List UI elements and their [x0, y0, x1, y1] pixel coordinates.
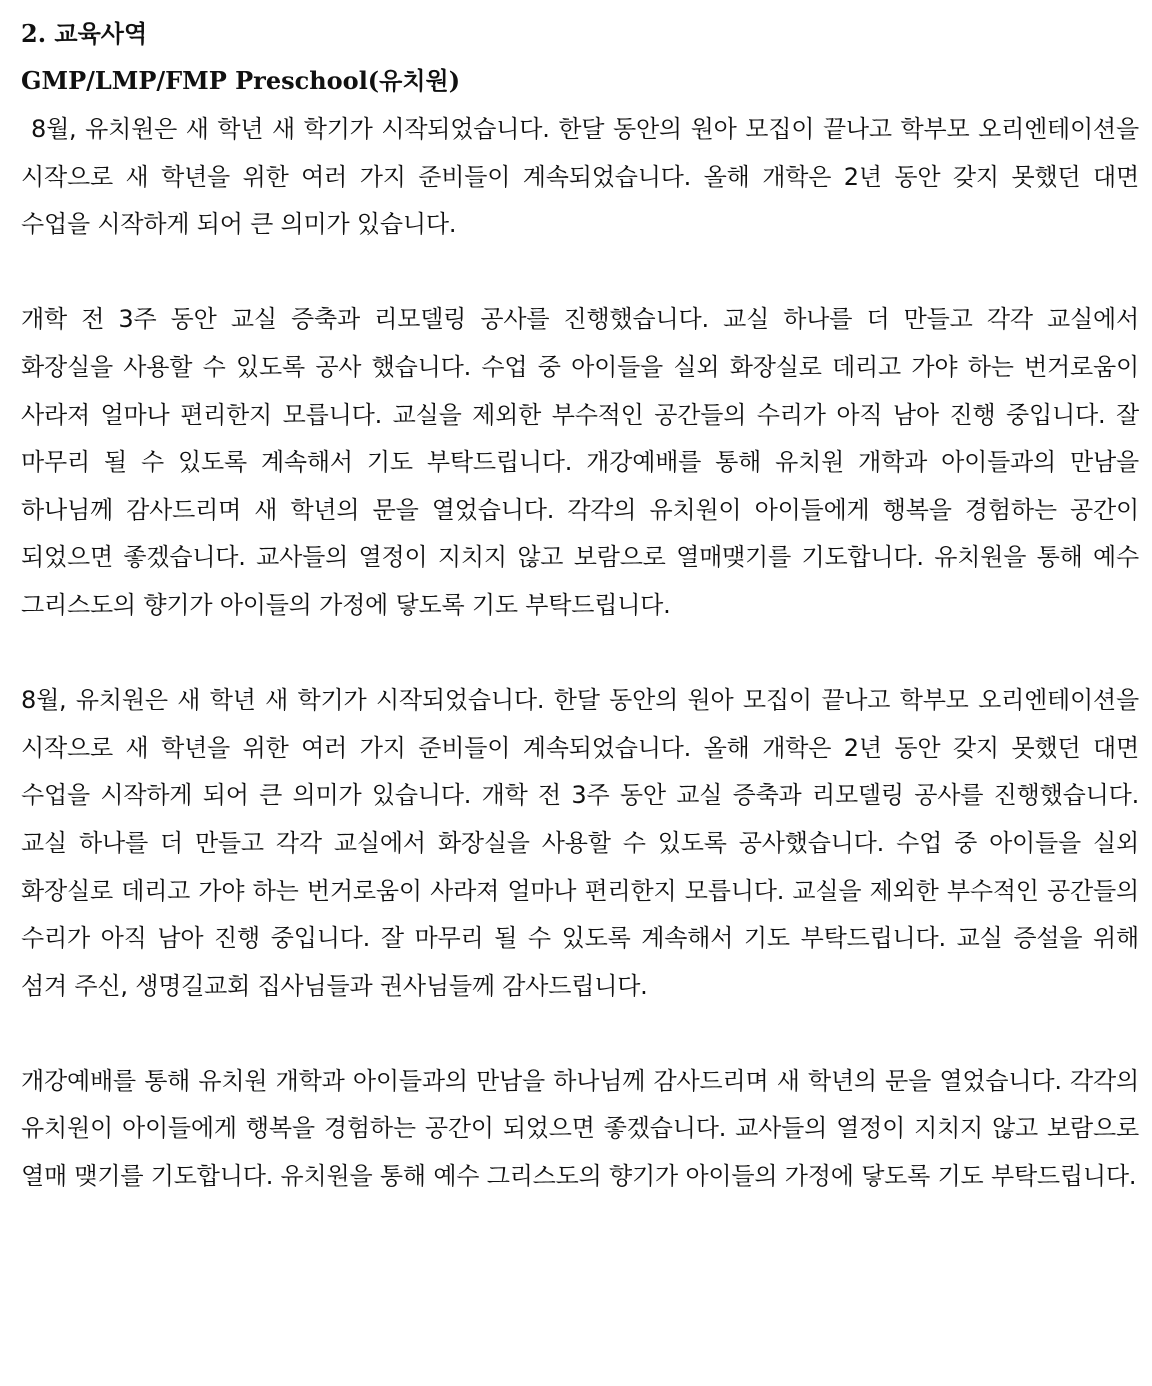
paragraph-summary: 8월, 유치원은 새 학년 새 학기가 시작되었습니다. 한달 동안의 원아 모집이 끝나고 학부모 오리엔테이션을 시작으로 새 학년을 위한 여러 가지 준비들이 계속되었습니다. 올해 개학은 2년 동안 갖지 못했던 대면 수업을 시작하게 되어 큰 의미가 있습니다. 개학 전 3주 동안 교실 증축과 리모델링 공사를 진행했습니다. 교실 하나를 더 만들고 각각 교실에서 화장실을 사용할 수 있도록 공사했습니다. 수업 중 아이들을 실외 화장실로 데리고 가야 하는 번거로움이 사라져 얼마나 편리한지 모릅니다. 교실을 제외한 부수적인 공간들의 수리가 아직 남아 진행 중입니다. 잘 마무리 될 수 있도록 계속해서 기도 부탁드립니다. 교실 증설을 위해 섬겨 주신, 생명길교회 집사님들과 권사님들께 감사드립니다.: [21, 686, 1139, 1000]
document-page: [21, 12, 1139, 1201]
section-subheading: GMP/LMP/FMP Preschool(유치원): [21, 66, 461, 95]
section-heading: 2. 교육사역: [21, 19, 148, 48]
paragraph-prayer: 개강예배를 통해 유치원 개학과 아이들과의 만남을 하나님께 감사드리며 새 학년의 문을 열었습니다. 각각의 유치원이 아이들에게 행복을 경험하는 공간이 되었으면 좋겠습니다. 교사들의 열정이 지치지 않고 보람으로 열매 맺기를 기도합니다. 유치원을 통해 예수 그리스도의 향기가 아이들의 가정에 닿도록 기도 부탁드립니다.: [21, 1066, 1139, 1191]
paragraph-renovation: 개학 전 3주 동안 교실 증축과 리모델링 공사를 진행했습니다. 교실 하나를 더 만들고 각각 교실에서 화장실을 사용할 수 있도록 공사 했습니다. 수업 중 아이들을 실외 화장실로 데리고 가야 하는 번거로움이 사라져 얼마나 편리한지 모릅니다. 교실을 제외한 부수적인 공간들의 수리가 아직 남아 진행 중입니다. 잘 마무리 될 수 있도록 계속해서 기도 부탁드립니다. 개강예배를 통해 유치원 개학과 아이들과의 만남을 하나님께 감사드리며 새 학년의 문을 열었습니다. 각각의 유치원이 아이들에게 행복을 경험하는 공간이 되었으면 좋겠습니다. 교사들의 열정이 지치지 않고 보람으로 열매맺기를 기도합니다. 유치원을 통해 예수 그리스도의 향기가 아이들의 가정에 닿도록 기도 부탁드립니다.: [21, 305, 1139, 619]
paragraph-intro: 8월, 유치원은 새 학년 새 학기가 시작되었습니다. 한달 동안의 원아 모집이 끝나고 학부모 오리엔테이션을 시작으로 새 학년을 위한 여러 가지 준비들이 계속되었습니다. 올해 개학은 2년 동안 갖지 못했던 대면 수업을 시작하게 되어 큰 의미가 있습니다.: [21, 115, 1139, 239]
